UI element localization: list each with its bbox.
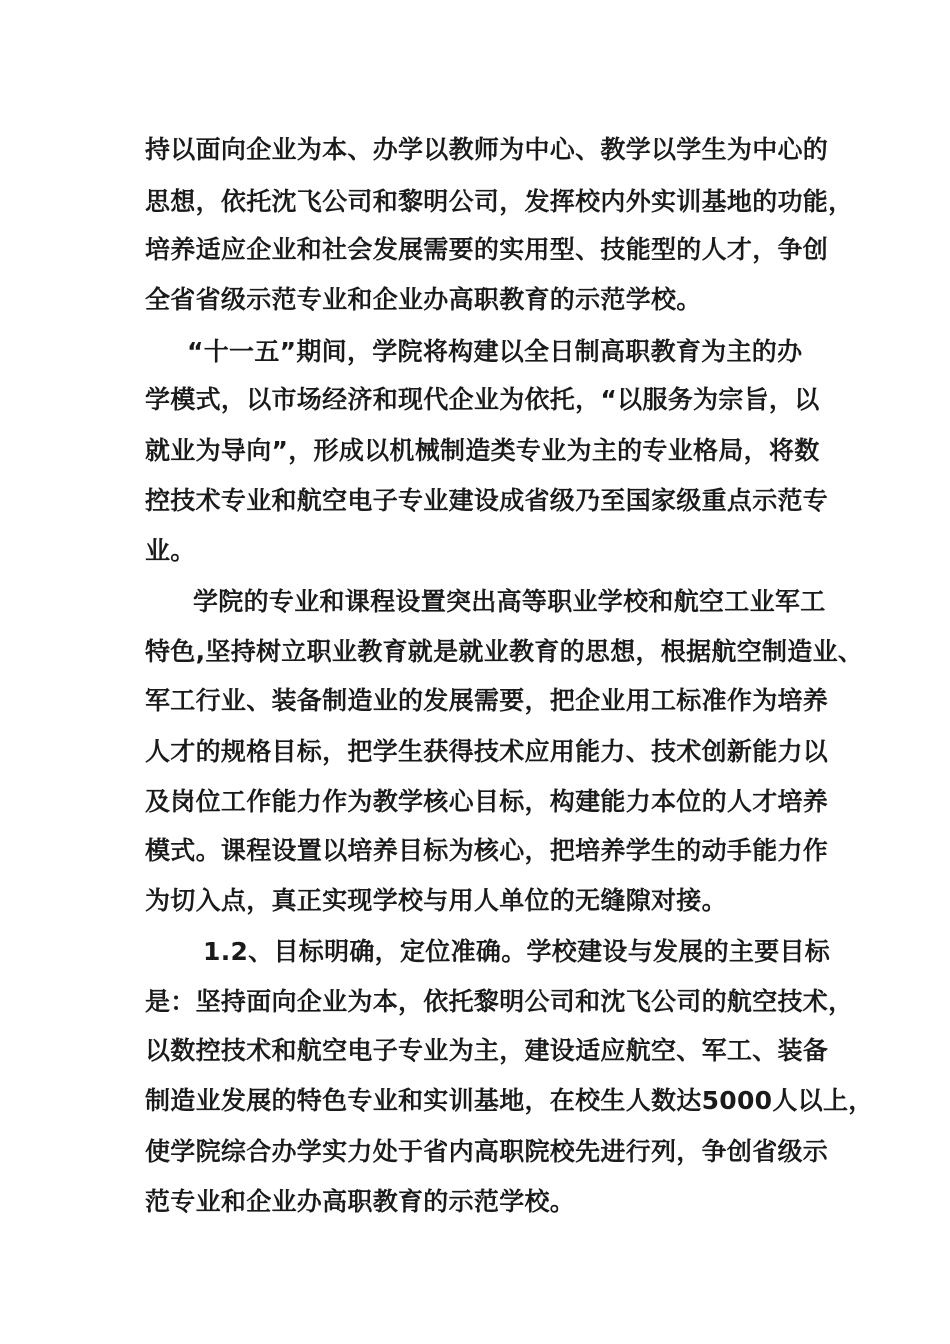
text-line: 为切入点，真正实现学校与用人单位的无缝隙对接。 (145, 886, 727, 915)
text-line: 控技术专业和航空电子专业建设成省级乃至国家级重点示范专 (145, 486, 829, 515)
text-line: 使学院综合办学实力处于省内高职院校先进行列，争创省级示 (145, 1137, 829, 1166)
text-line: 全省省级示范专业和企业办高职教育的示范学校。 (145, 285, 702, 314)
text-line: 以数控技术和航空电子专业为主，建设适应航空、军工、装备 (145, 1036, 829, 1065)
text-line: 是：坚持面向企业为本，依托黎明公司和沈飞公司的航空技术， (145, 987, 854, 1016)
text-line: 思想，依托沈飞公司和黎明公司，发挥校内外实训基地的功能， (145, 187, 854, 216)
text-line: 学院的专业和课程设置突出高等职业学校和航空工业军工 (193, 587, 826, 616)
text-line: “十一五”期间，学院将构建以全日制高职教育为主的办 (187, 337, 803, 366)
text-line: 制造业发展的特色专业和实训基地，在校生人数达5000人以上， (145, 1086, 874, 1115)
text-line: 模式。课程设置以培养目标为核心，把培养学生的动手能力作 (145, 836, 829, 865)
text-line: 特色,坚持树立职业教育就是就业教育的思想，根据航空制造业、 (145, 637, 864, 666)
text-line: 培养适应企业和社会发展需要的实用型、技能型的人才，争创 (145, 235, 829, 264)
text-line: 业。 (145, 536, 196, 565)
text-line: 就业为导向”，形成以机械制造类专业为主的专业格局，将数 (145, 436, 820, 465)
text-line: 学模式，以市场经济和现代企业为依托，“以服务为宗旨，以 (145, 385, 820, 414)
text-line: 人才的规格目标，把学生获得技术应用能力、技术创新能力以 (145, 737, 829, 766)
text-line: 军工行业、装备制造业的发展需要，把企业用工标准作为培养 (145, 686, 829, 715)
text-line: 1.2、目标明确，定位准确。学校建设与发展的主要目标 (203, 937, 831, 966)
text-line: 及岗位工作能力作为教学核心目标，构建能力本位的人才培养 (145, 787, 829, 816)
text-line: 范专业和企业办高职教育的示范学校。 (145, 1187, 576, 1216)
text-line: 持以面向企业为本、办学以教师为中心、教学以学生为中心的 (145, 135, 829, 164)
